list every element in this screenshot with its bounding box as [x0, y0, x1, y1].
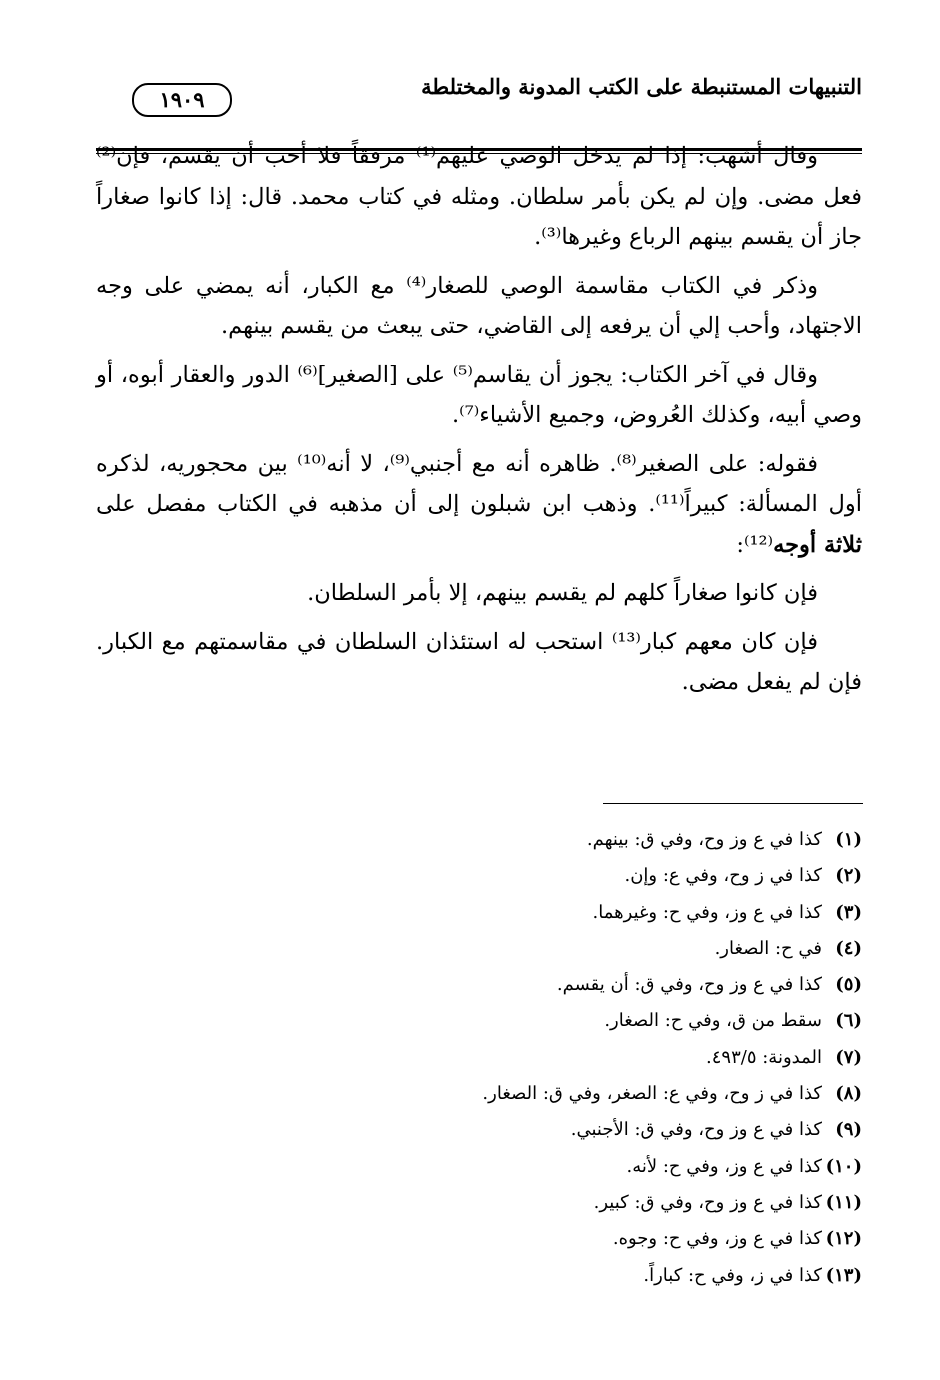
footnotes: [482, 822, 862, 1294]
footnote-separator: [603, 803, 863, 804]
footnote-text: كذا في ع وز وح، وفي ق: كبير.: [593, 1191, 822, 1213]
footnote-text: كذا في ع وز، وفي ح: وجوه.: [612, 1228, 822, 1250]
footnote-text: كذا في ع وز، وفي ح: وغيرهما.: [592, 901, 822, 923]
footnote-number: (٣): [835, 901, 862, 923]
footnote: [482, 1149, 862, 1185]
footnote: [482, 895, 862, 931]
footnote-number: (٥): [835, 974, 862, 996]
bold-phrase: ثلاثة أوجه: [773, 531, 862, 558]
footnote-text: كذا في ع وز وح، وفي ق: الأجنبي.: [570, 1119, 822, 1141]
paragraph: وقال في آخر الكتاب: يجوز أن يقاسم⁽⁵⁾ على [الصغير]⁽⁶⁾ الدور والعقار أبوه، أو وصي أبيه، وكذلك العُروض، وجميع الأشياء⁽⁷⁾.: [96, 361, 862, 428]
footnote: [482, 1112, 862, 1148]
footnote-number: (٤): [835, 937, 862, 959]
footnote: [482, 1003, 862, 1039]
footnote-number: (١١): [825, 1191, 862, 1213]
footnote-text: في ح: الصغار.: [714, 937, 822, 959]
paragraph: فإن كانوا صغاراً كلهم لم يقسم بينهم، إلا بأمر السلطان.: [307, 580, 818, 606]
footnote: [482, 858, 862, 894]
paragraph: وقال أشهب: إذا لم يدخل الوصي عليهم⁽¹⁾ مرفقاً فلا أحب أن يقسم، فإن⁽²⁾ فعل مضى. وإن لم يكن بأمر سلطان. ومثله في كتاب محمد. قال: إذا كانوا صغاراً جاز أن يقسم بينهم الرباع وغيرها⁽³⁾.: [96, 143, 862, 250]
footnote: [482, 931, 862, 967]
footnote-number: (٦): [835, 1010, 862, 1032]
footnote-number: (٩): [835, 1119, 862, 1141]
footnote-number: (٨): [835, 1083, 862, 1105]
footnote-number: (٧): [835, 1046, 862, 1068]
footnote: [482, 1258, 862, 1294]
footnote-text: كذا في ع وز وح، وفي ق: أن يقسم.: [556, 974, 822, 996]
footnote-text: كذا في ع وز، وفي ح: لأنه.: [626, 1155, 822, 1177]
footnote-text: كذا في ز وح، وفي ع: الصغر، وفي ق: الصغار.: [482, 1083, 822, 1105]
page-header: [96, 60, 862, 120]
page-number: ١٩٠٩: [132, 83, 232, 117]
footnote-text: كذا في ز وح، وفي ع: وإن.: [624, 865, 822, 887]
footnote-number: (١٣): [825, 1264, 862, 1286]
paragraph: وذكر في الكتاب مقاسمة الوصي للصغار⁽⁴⁾ مع الكبار، أنه يمضي على وجه الاجتهاد، وأحب إلي أن يرفعه إلى القاضي، حتى يبعث من يقسم بينهم.: [96, 272, 862, 339]
paragraph: فإن كان معهم كبار⁽¹³⁾ استحب له استئذان السلطان في مقاسمتهم مع الكبار. فإن لم يفعل مضى.: [96, 628, 862, 695]
footnote-ref: ⁽¹²⁾:: [736, 531, 774, 558]
footnote: [482, 967, 862, 1003]
main-text: [96, 136, 862, 711]
running-title: التنبيهات المستنبطة على الكتب المدونة والمختلطة: [421, 74, 862, 99]
footnote-number: (١): [835, 829, 862, 850]
footnote-number: (١٠): [825, 1155, 862, 1177]
footnote-text: كذا في ز، وفي ح: كباراً.: [643, 1264, 822, 1286]
footnote: [482, 1221, 862, 1257]
footnote: [482, 1076, 862, 1112]
footnote-text: سقط من ق، وفي ح: الصغار.: [604, 1010, 822, 1032]
footnote-text: المدونة: ٤٩٣/٥.: [706, 1046, 822, 1068]
footnote: [482, 1185, 862, 1221]
footnote: [482, 822, 862, 858]
footnote: [482, 1040, 862, 1076]
footnote-number: (١٢): [825, 1228, 862, 1250]
paragraph: [96, 444, 862, 566]
footnote-text: كذا في ع وز وح، وفي ق: بينهم.: [586, 829, 822, 850]
footnote-number: (٢): [835, 865, 862, 887]
paragraph-text: فقوله: على الصغير⁽⁸⁾. ظاهره أنه مع أجنبي⁽⁹⁾، لا أنه⁽¹⁰⁾ بين محجوريه، لذكره أول المسألة: كبيراً⁽¹¹⁾. وذهب ابن شبلون إلى أن مذهبه في الكتاب مفصل على: [96, 450, 863, 517]
